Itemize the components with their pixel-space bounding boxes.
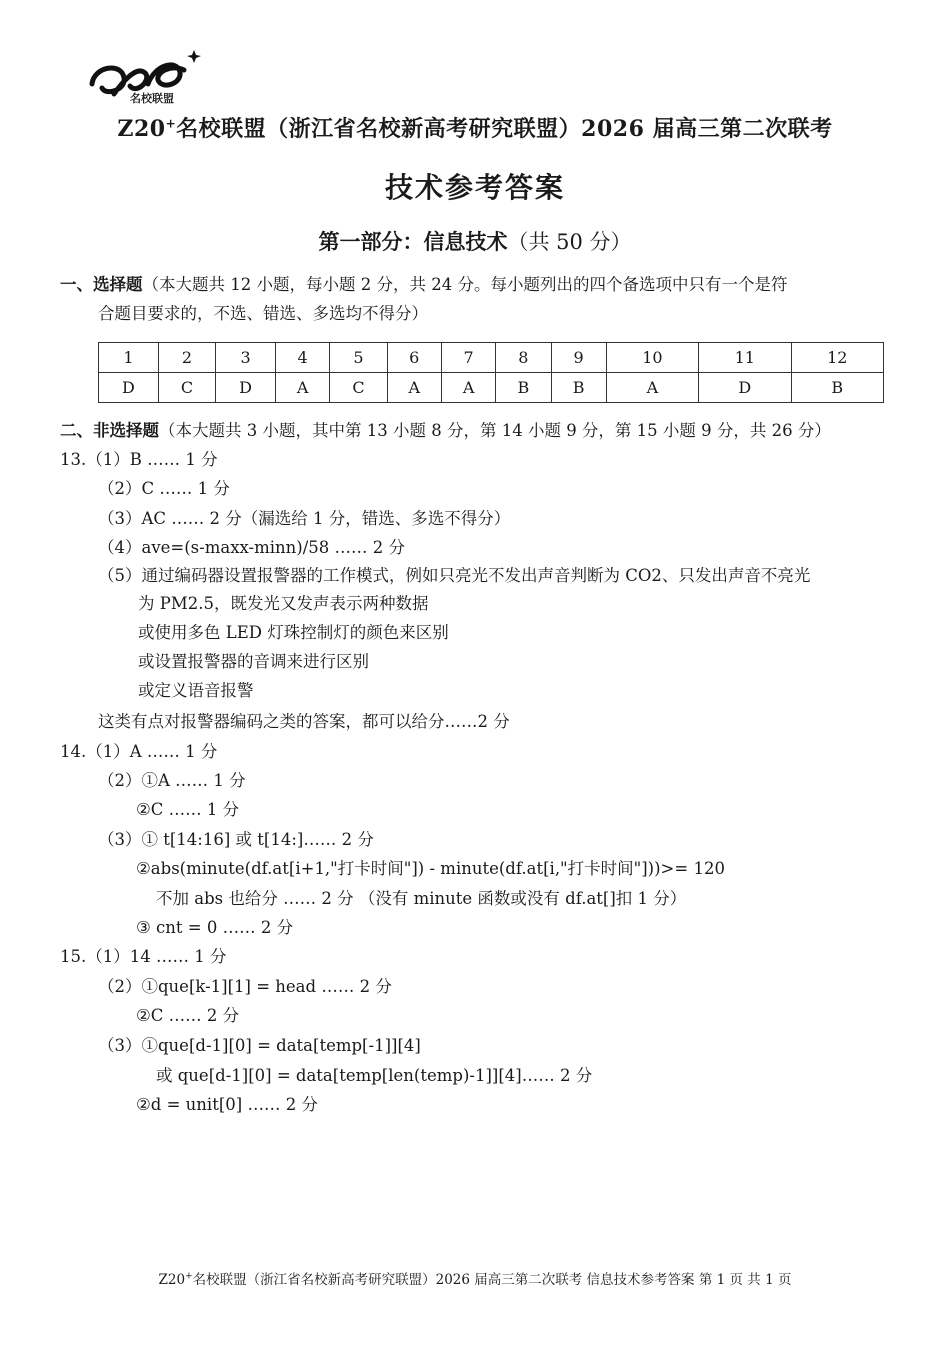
q15-2b: ②C …… 2 分 <box>136 1006 240 1025</box>
section1-desc-line2: 合题目要求的，不选、错选、多选均不得分） <box>98 304 428 323</box>
q15-1: 15.（1）14 …… 1 分 <box>60 947 227 966</box>
answer-cell: C <box>158 373 215 403</box>
question-number-cell: 7 <box>441 343 495 373</box>
q13-4: （4）ave=(s-maxx-minn)/58 …… 2 分 <box>98 538 406 557</box>
q13-5-alt3: 或定义语音报警 <box>138 681 254 700</box>
q15-3a-alt: 或 que[d-1][0] = data[temp[len(temp)-1]][4]…… 2 分 <box>156 1066 593 1085</box>
q14-3b-note: 不加 abs 也给分 …… 2 分 （没有 minute 函数或没有 df.at[]扣 1 分） <box>156 889 687 908</box>
question-number-cell: 6 <box>387 343 441 373</box>
q14-3b: ②abs(minute(df.at[i+1,"打卡时间"]) - minute(df.at[i,"打卡时间"]))>= 120 <box>136 859 725 878</box>
header-title: Z20+名校联盟（浙江省名校新高考研究联盟）2026 届高三第二次联考 <box>117 116 833 142</box>
q14-2b: ②C …… 1 分 <box>136 800 240 819</box>
document-title: 技术参考答案 <box>384 171 565 204</box>
answer-cell: B <box>791 373 884 403</box>
question-number-cell: 8 <box>496 343 551 373</box>
answer-cell: A <box>387 373 441 403</box>
question-number-cell: 10 <box>606 343 698 373</box>
answer-table-answer-row <box>99 373 884 403</box>
answer-cell: D <box>216 373 276 403</box>
section2-heading-line: 二、非选择题（本大题共 3 小题，其中第 13 小题 8 分，第 14 小题 9 分，第 15 小题 9 分，共 26 分） <box>60 421 831 440</box>
question-number-cell: 2 <box>158 343 215 373</box>
answer-cell: C <box>330 373 387 403</box>
q13-5-cont: 为 PM2.5，既发光又发声表示两种数据 <box>138 594 429 613</box>
q15-2a: （2）①que[k-1][1] = head …… 2 分 <box>98 977 392 996</box>
q14-3a: （3）① t[14:16] 或 t[14:]…… 2 分 <box>98 830 374 849</box>
page-footer: Z20+名校联盟（浙江省名校新高考研究联盟）2026 届高三第二次联考 信息技术参考答案 第 1 页 共 1 页 <box>158 1271 792 1288</box>
q13-5-note: 这类有点对报警器编码之类的答案，都可以给分……2 分 <box>98 712 510 731</box>
q14-1: 14.（1）A …… 1 分 <box>60 742 218 761</box>
answer-cell: A <box>275 373 329 403</box>
answer-cell: B <box>551 373 606 403</box>
question-number-cell: 4 <box>275 343 329 373</box>
question-number-cell: 11 <box>699 343 791 373</box>
answer-table-number-row <box>99 343 884 373</box>
answer-cell: B <box>496 373 551 403</box>
question-number-cell: 9 <box>551 343 606 373</box>
q13-5-alt2: 或设置报警器的音调来进行区别 <box>138 652 369 671</box>
q13-5-alt1: 或使用多色 LED 灯珠控制灯的颜色来区别 <box>138 623 449 642</box>
section1-heading-line: 一、选择题（本大题共 12 小题，每小题 2 分，共 24 分。每小题列出的四个备选项中只有一个是符 <box>60 275 788 294</box>
answer-cell: A <box>441 373 495 403</box>
part-title: 第一部分：信息技术（共 50 分） <box>318 229 632 254</box>
q15-3b: ②d = unit[0] …… 2 分 <box>136 1095 318 1114</box>
question-number-cell: 3 <box>216 343 276 373</box>
question-number-cell: 5 <box>330 343 387 373</box>
answer-table <box>98 342 884 403</box>
q13-5: （5）通过编码器设置报警器的工作模式，例如只亮光不发出声音判断为 CO2、只发出声音不亮光 <box>98 566 811 585</box>
question-number-cell: 1 <box>99 343 159 373</box>
q13-3: （3）AC …… 2 分（漏选给 1 分，错选、多选不得分） <box>98 509 511 528</box>
question-number-cell: 12 <box>791 343 884 373</box>
q14-3c: ③ cnt = 0 …… 2 分 <box>136 918 294 937</box>
answer-cell: D <box>99 373 159 403</box>
logo-text: 名校联盟 <box>130 92 174 105</box>
answer-cell: A <box>606 373 698 403</box>
q14-2a: （2）①A …… 1 分 <box>98 771 246 790</box>
q15-3a: （3）①que[d-1][0] = data[temp[-1]][4] <box>98 1036 421 1055</box>
q13-2: （2）C …… 1 分 <box>98 479 230 498</box>
q13-1: 13.（1）B …… 1 分 <box>60 450 218 469</box>
answer-cell: D <box>699 373 791 403</box>
